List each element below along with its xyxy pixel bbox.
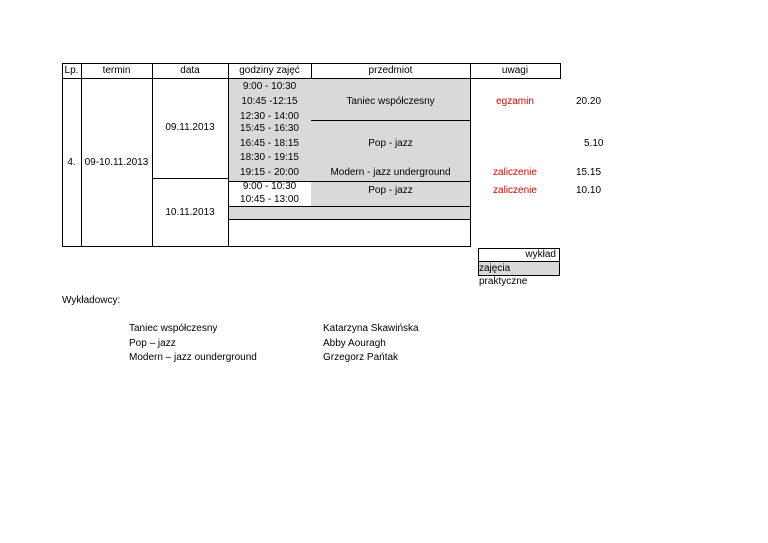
- side-value: 15.15: [576, 167, 602, 178]
- side-value: 20.20: [576, 96, 602, 107]
- note-zaliczenie: zaliczenie: [493, 185, 537, 196]
- legend-lecture-label: wykład: [525, 249, 556, 260]
- lecturer-subject: Taniec współczesny: [129, 323, 218, 334]
- hour-slot: 9:00 - 10:30: [242, 181, 297, 192]
- header-uwagi: uwagi: [501, 65, 529, 76]
- subject-3: Modern - jazz underground: [330, 167, 451, 178]
- note-egzamin: egzamin: [496, 96, 534, 107]
- godziny-shade-bottom: [228, 206, 311, 219]
- side-value: 10.10: [576, 185, 602, 196]
- header-data: data: [180, 65, 200, 76]
- lecturer-name: Abby Aouragh: [323, 338, 386, 349]
- hour-slot: 10:45 - 13:00: [240, 194, 299, 205]
- subject-1: Taniec współczesny: [346, 96, 435, 107]
- legend-practical-label: zajęcia praktyczne: [479, 263, 528, 287]
- lecturers-heading: Wykładowcy:: [62, 295, 121, 306]
- header-lp: Lp.: [64, 65, 79, 76]
- hour-slot: 9:00 - 10:30: [242, 81, 297, 92]
- subject-4: Pop - jazz: [368, 185, 413, 196]
- lecturer-name: Grzegorz Pańtak: [323, 352, 399, 363]
- header-termin: termin: [102, 65, 131, 76]
- header-przedmiot: przedmiot: [368, 65, 413, 76]
- hour-slot: 18:30 - 19:15: [240, 152, 299, 163]
- row-date-2: 10.11.2013: [165, 207, 215, 218]
- header-godziny: godziny zajęć: [239, 65, 300, 76]
- row-termin: 09-10.11.2013: [84, 157, 149, 168]
- row-lp: 4.: [67, 157, 76, 168]
- hour-slot: 12:30 - 14:00: [240, 111, 299, 122]
- hour-slot: 16:45 - 18:15: [240, 138, 299, 149]
- row-date-1: 09.11.2013: [165, 122, 215, 133]
- lecturer-subject: Pop – jazz: [129, 338, 176, 349]
- lecturer-subject: Modern – jazz ounderground: [129, 352, 257, 363]
- legend-practical-box: [478, 262, 560, 287]
- subject-2: Pop - jazz: [368, 138, 413, 149]
- hour-slot: 15:45 - 16:30: [240, 123, 299, 134]
- hour-slot: 10:45 -12:15: [241, 96, 298, 107]
- side-value: 5.10: [584, 138, 604, 149]
- legend-lecture-box: [478, 248, 560, 262]
- note-zaliczenie: zaliczenie: [493, 167, 537, 178]
- hour-slot: 19:15 - 20:00: [240, 167, 299, 178]
- lecturer-name: Katarzyna Skawińska: [323, 323, 419, 334]
